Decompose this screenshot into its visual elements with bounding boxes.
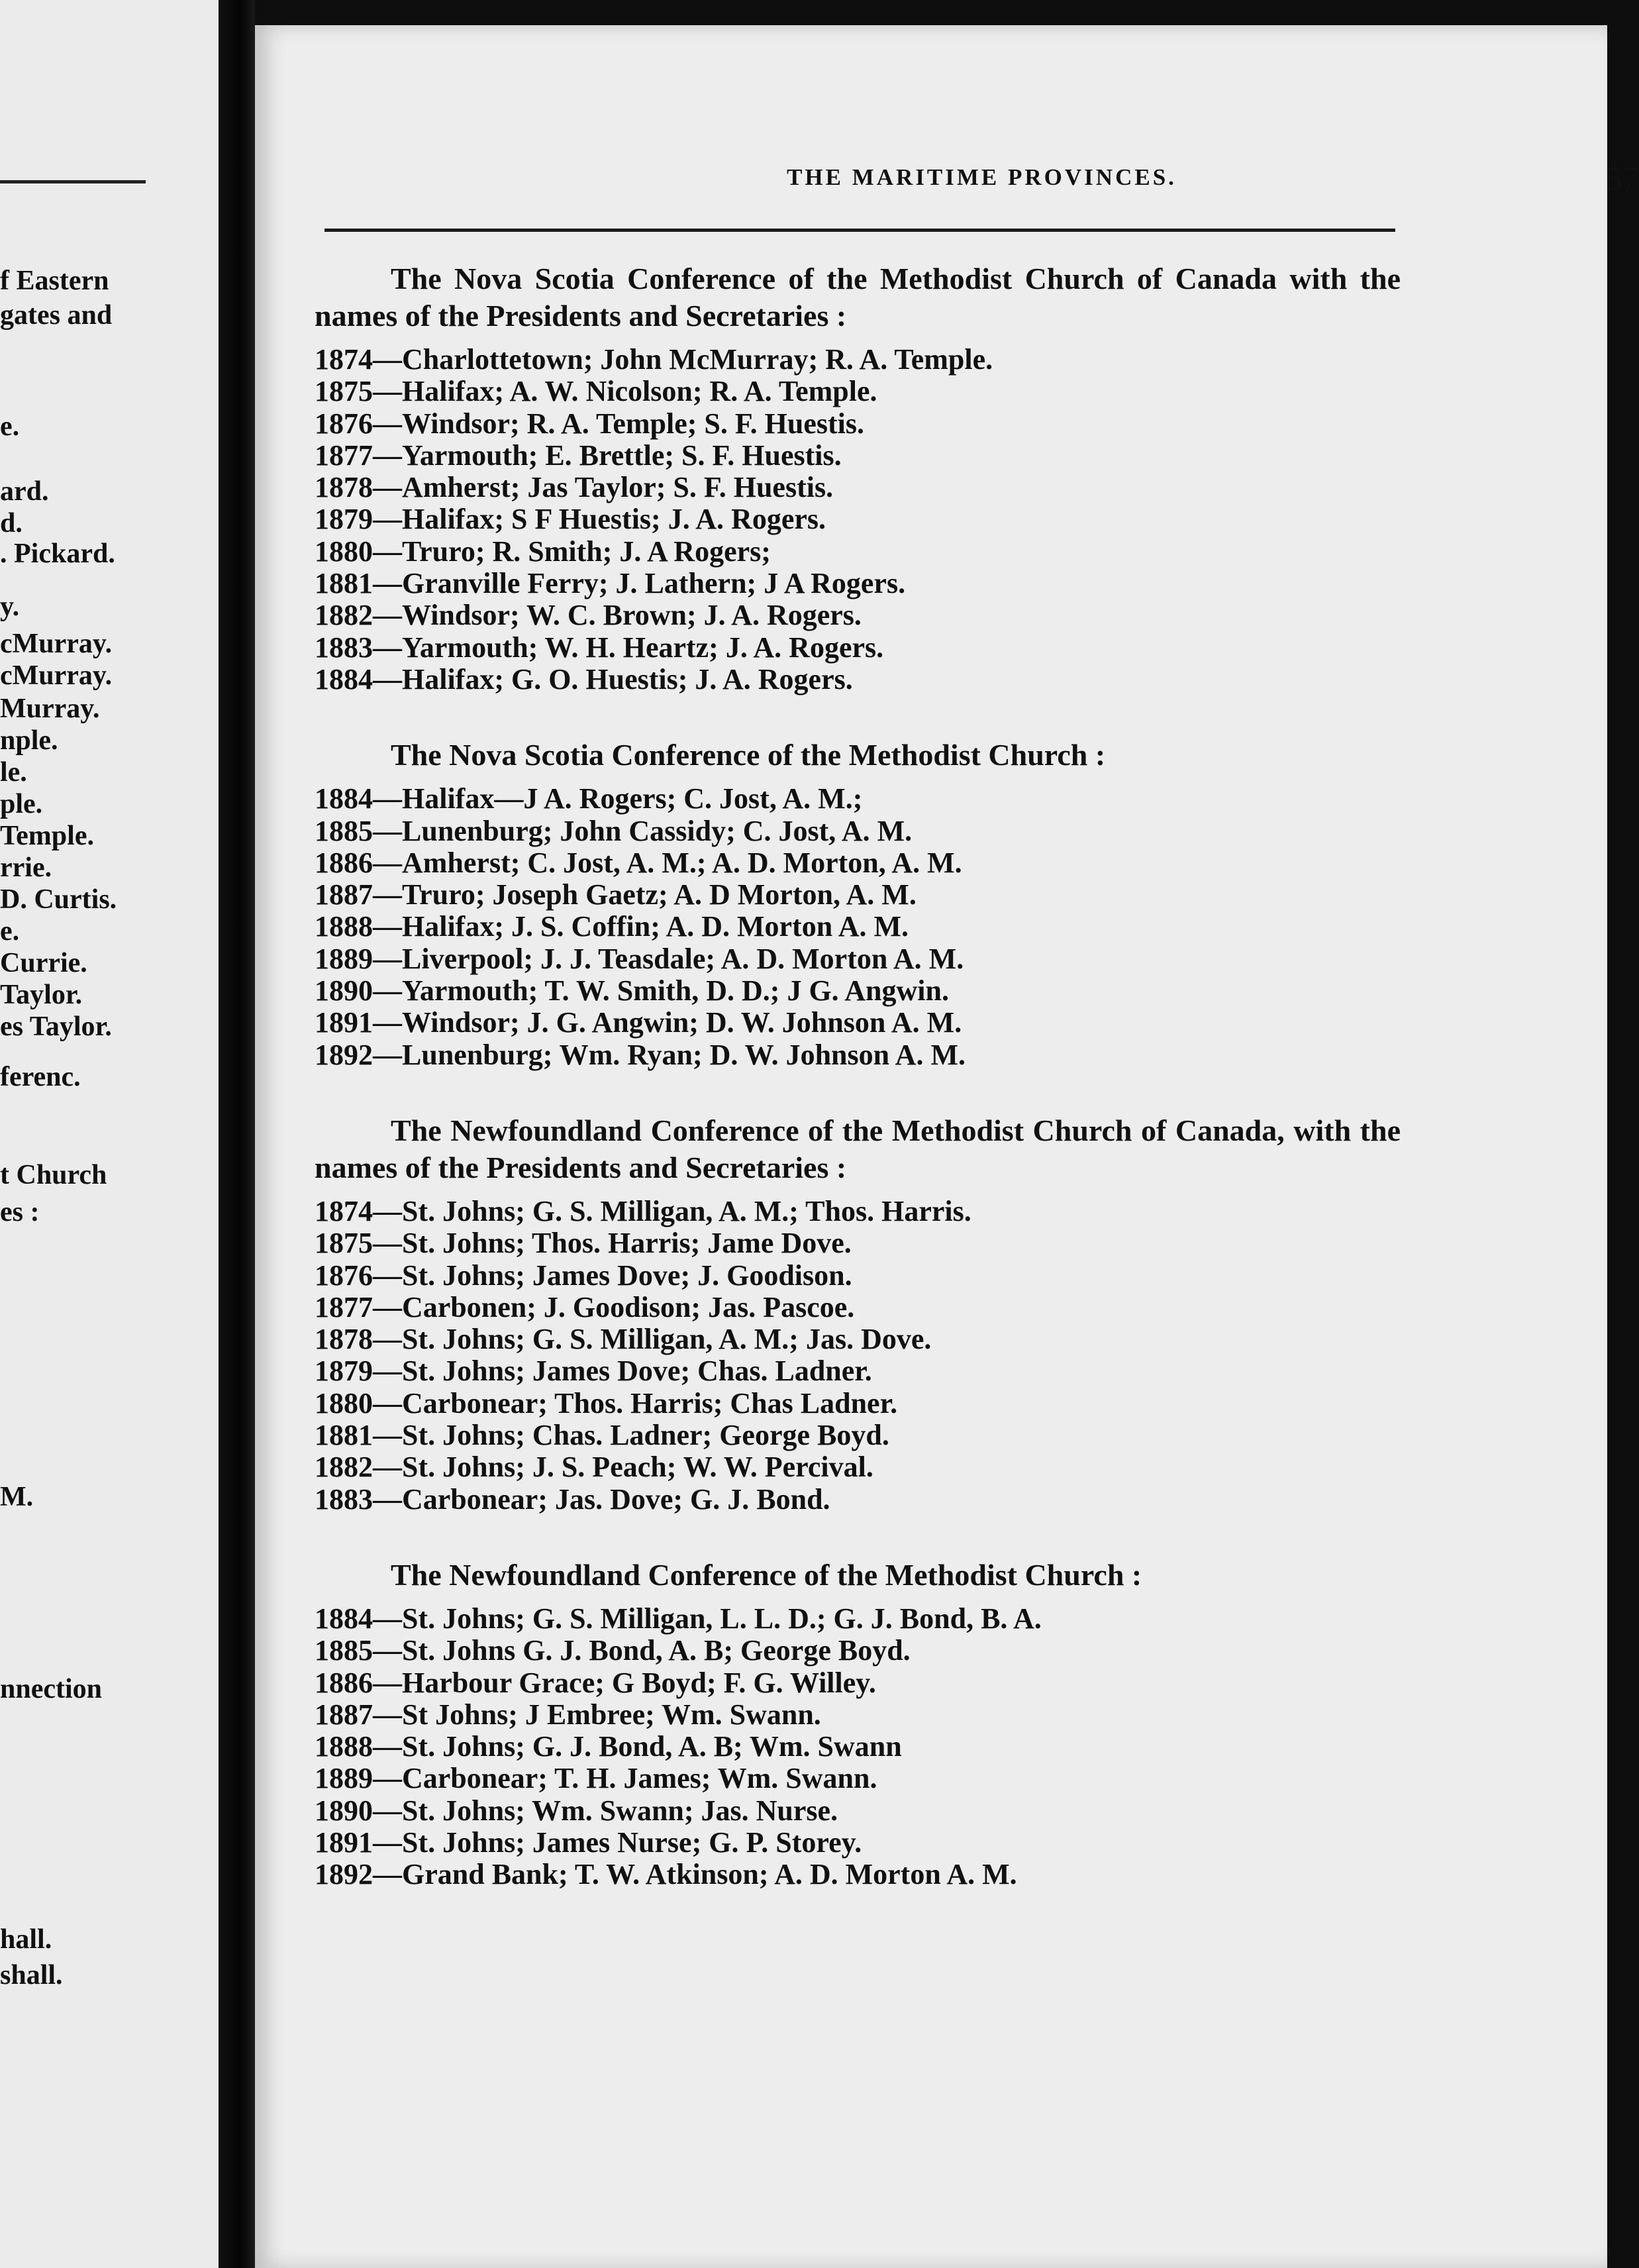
conference-entry: 1889—Liverpool; J. J. Teasdale; A. D. Morton A. M. (315, 942, 964, 975)
page-number: 57 (1606, 160, 1639, 197)
section-intro: The Nova Scotia Conference of the Methodist Church : (391, 738, 1106, 772)
conference-entry: 1890—Yarmouth; T. W. Smith, D. D.; J G. Angwin. (315, 974, 949, 1007)
conference-entry: 1891—Windsor; J. G. Angwin; D. W. Johnson A. M. (315, 1006, 962, 1039)
conference-entry: 1884—Halifax—J A. Rogers; C. Jost, A. M.; (315, 782, 863, 815)
conference-entry: 1892—Lunenburg; Wm. Ryan; D. W. Johnson A. M. (315, 1038, 966, 1071)
section-newfoundland (315, 1557, 1401, 1891)
conference-entry: 1879—Halifax; S F Huestis; J. A. Rogers. (315, 503, 826, 536)
conference-entry: 1885—Lunenburg; John Cassidy; C. Jost, A. M. (315, 814, 913, 847)
conference-entry: 1878—St. Johns; G. S. Milligan, A. M.; Jas. Dove. (315, 1323, 932, 1356)
section-newfoundland-canada (315, 1112, 1401, 1516)
conference-entry: 1887—St Johns; J Embree; Wm. Swann. (315, 1698, 821, 1731)
section-intro: The Nova Scotia Conference of the Methodist Church of Canada with the names of the Presidents and Secretaries : (315, 262, 1401, 333)
conference-entry: 1884—Halifax; G. O. Huestis; J. A. Rogers. (315, 662, 853, 696)
conference-entry: 1876—St. Johns; James Dove; J. Goodison. (315, 1259, 852, 1292)
left-fragment-line: f Eastern (0, 266, 109, 296)
left-fragment-line: Temple. (0, 821, 94, 851)
conference-entry: 1874—St. Johns; G. S. Milligan, A. M.; Thos. Harris. (315, 1194, 971, 1227)
page-header (324, 160, 1639, 204)
left-fragment-line: cMurray. (0, 629, 113, 659)
conference-entry: 1886—Harbour Grace; G Boyd; F. G. Willey. (315, 1666, 876, 1699)
conference-entry: 1890—St. Johns; Wm. Swann; Jas. Nurse. (315, 1794, 838, 1827)
book-gutter (219, 0, 255, 2268)
conference-entry: 1883—Yarmouth; W. H. Heartz; J. A. Rogers. (315, 631, 884, 664)
left-page-rule (0, 180, 146, 183)
running-head: THE MARITIME PROVINCES. (787, 164, 1177, 190)
left-fragment-line: D. Curtis. (0, 884, 117, 915)
conference-entry: 1877—Yarmouth; E. Brettle; S. F. Huestis. (315, 438, 842, 472)
left-fragment-line: hall. (0, 1924, 52, 1955)
conference-entry: 1882—Windsor; W. C. Brown; J. A. Rogers. (315, 599, 862, 632)
left-fragment-line: le. (0, 757, 27, 788)
left-fragment-line: e. (0, 916, 20, 947)
left-fragment-line: M. (0, 1482, 34, 1512)
left-fragment-line: Murray. (0, 694, 100, 724)
left-fragment-line: nple. (0, 725, 58, 756)
left-fragment-line: nnection (0, 1674, 103, 1704)
conference-entry: 1880—Truro; R. Smith; J. A Rogers; (315, 535, 771, 568)
left-fragment-line: y. (0, 592, 20, 622)
conference-entry: 1879—St. Johns; James Dove; Chas. Ladner. (315, 1355, 872, 1388)
left-fragment-line: es : (0, 1197, 40, 1227)
conference-entry: 1881—St. Johns; Chas. Ladner; George Boyd. (315, 1419, 889, 1452)
conference-entry: 1877—Carbonen; J. Goodison; Jas. Pascoe. (315, 1290, 855, 1323)
right-page (255, 25, 1639, 2268)
conference-entry: 1888—Halifax; J. S. Coffin; A. D. Morton A. M. (315, 910, 909, 943)
section-intro: The Newfoundland Conference of the Methodist Church of Canada, with the names of the Presidents and Secretaries : (315, 1113, 1401, 1184)
left-fragment-line: ard. (0, 476, 49, 507)
left-fragment-line: e. (0, 411, 20, 442)
conference-entry: 1875—Halifax; A. W. Nicolson; R. A. Temple. (315, 375, 877, 408)
left-fragment-line: Taylor. (0, 980, 83, 1010)
conference-entry: 1889—Carbonear; T. H. James; Wm. Swann. (315, 1762, 877, 1795)
conference-entry: 1886—Amherst; C. Jost, A. M.; A. D. Morton, A. M. (315, 846, 962, 879)
left-fragment-line: es Taylor. (0, 1011, 112, 1042)
section-intro: The Newfoundland Conference of the Methodist Church : (391, 1557, 1142, 1592)
conference-entry: 1892—Grand Bank; T. W. Atkinson; A. D. Morton A. M. (315, 1858, 1017, 1891)
left-page-fragment (0, 0, 219, 2268)
left-fragment-line: . Pickard. (0, 539, 115, 569)
left-fragment-line: d. (0, 508, 23, 539)
header-rule (324, 229, 1395, 232)
conference-entry: 1875—St. Johns; Thos. Harris; Jame Dove. (315, 1227, 852, 1260)
page-body (315, 260, 1401, 1932)
left-fragment-line: gates and (0, 300, 113, 331)
left-fragment-line: ferenc. (0, 1062, 81, 1092)
section-nova-scotia-canada (315, 260, 1401, 696)
conference-entry: 1882—St. Johns; J. S. Peach; W. W. Percival. (315, 1451, 873, 1484)
conference-entry: 1891—St. Johns; James Nurse; G. P. Storey. (315, 1826, 862, 1859)
conference-entry: 1887—Truro; Joseph Gaetz; A. D Morton, A. M. (315, 878, 917, 911)
left-fragment-line: t Church (0, 1160, 107, 1190)
left-fragment-line: Currie. (0, 948, 87, 978)
left-fragment-line: rrie. (0, 852, 52, 883)
left-fragment-line: ple. (0, 789, 43, 819)
conference-entry: 1881—Granville Ferry; J. Lathern; J A Rogers. (315, 567, 906, 600)
left-fragment-line: shall. (0, 1960, 63, 1990)
conference-entry: 1878—Amherst; Jas Taylor; S. F. Huestis. (315, 471, 834, 504)
conference-entry: 1888—St. Johns; G. J. Bond, A. B; Wm. Swann (315, 1730, 902, 1763)
conference-entry: 1880—Carbonear; Thos. Harris; Chas Ladner. (315, 1386, 898, 1419)
conference-entry: 1874—Charlottetown; John McMurray; R. A. Temple. (315, 343, 993, 376)
conference-entry: 1876—Windsor; R. A. Temple; S. F. Huestis. (315, 407, 865, 440)
left-fragment-line: cMurray. (0, 660, 113, 691)
conference-entry: 1883—Carbonear; Jas. Dove; G. J. Bond. (315, 1482, 830, 1516)
conference-entry: 1885—St. Johns G. J. Bond, A. B; George Boyd. (315, 1634, 911, 1667)
conference-entry: 1884—St. Johns; G. S. Milligan, L. L. D.; G. J. Bond, B. A. (315, 1602, 1042, 1635)
section-nova-scotia (315, 737, 1401, 1071)
